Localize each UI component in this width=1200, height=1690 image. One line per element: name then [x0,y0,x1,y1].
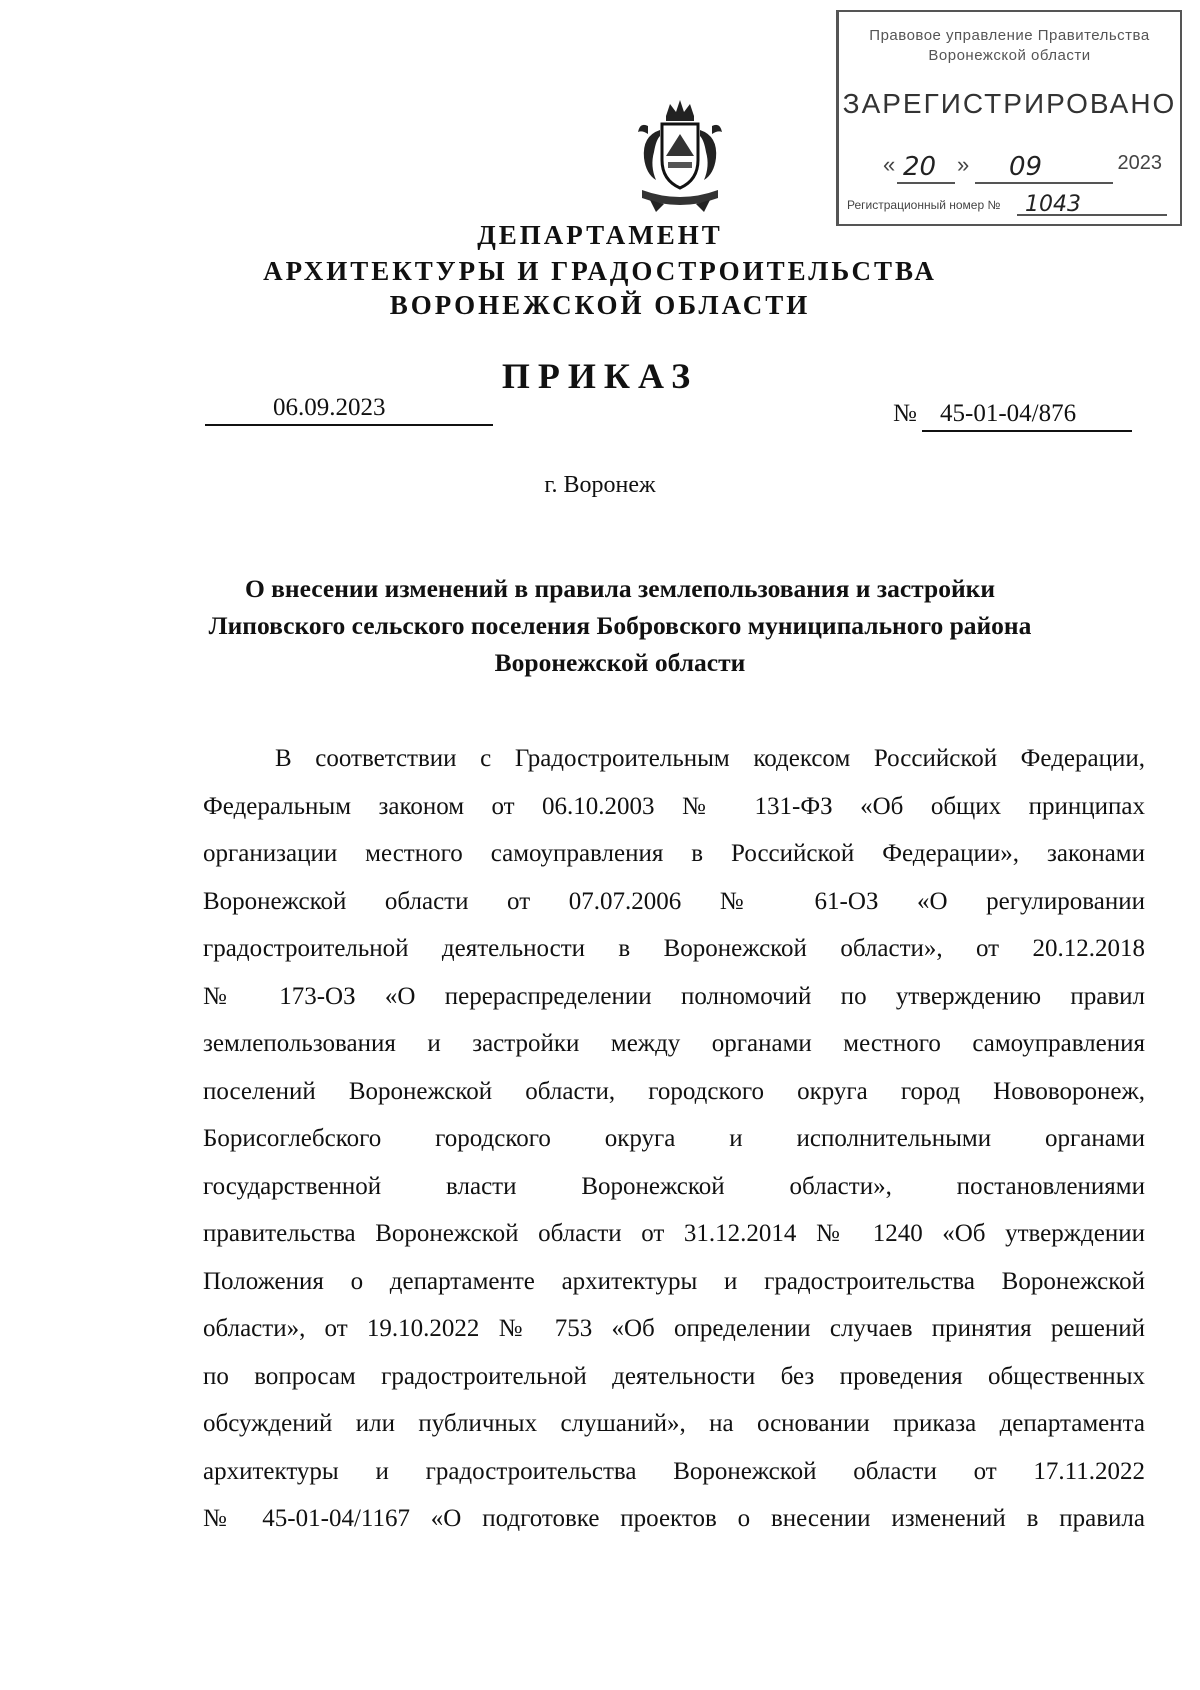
order-number-field [922,400,1132,432]
stamp-reg-row [847,192,1172,220]
order-title [190,570,1050,681]
header-line1: ДЕПАРТАМЕНТ [477,220,723,250]
coat-of-arms-icon [630,100,730,216]
body-line: поселений Воронежской области, городского округа город Нововоронеж, [203,1077,1145,1105]
body-line: государственной власти Воронежской области», постановлениями [203,1172,1145,1200]
body-line: Воронежской области от 07.07.2006 № 61-ОЗ «О регулировании [203,887,1145,915]
stamp-close-quote: » [957,152,970,177]
doc-type-heading: ПРИКАЗ [501,356,699,396]
body-line: Федеральным законом от 06.10.2003 № 131-ФЗ «Об общих принципах [203,792,1145,820]
stamp-day: 20 [903,152,937,182]
stamp-status: ЗАРЕГИСТРИРОВАНО [842,88,1177,119]
body-text [203,735,1145,1543]
body-line: № 45-01-04/1167 «О подготовке проектов о внесении изменений в правила [203,1505,1145,1532]
body-line: Борисоглебского городского округа и исполнительными органами [203,1125,1145,1152]
stamp-year: 2023 [1117,152,1162,174]
stamp-reg-number: 1043 [1025,192,1081,217]
registration-stamp [836,10,1182,226]
body-line: организации местного самоуправления в Российской Федерации», законами [203,840,1145,867]
order-date: 06.09.2023 [273,394,386,421]
title-line2: Липовского сельского поселения Бобровского муниципального района [208,611,1032,640]
order-date-field [205,392,493,426]
title-line3: Воронежской области [494,648,746,677]
body-line: обсуждений или публичных слушаний», на основании приказа департамента [203,1410,1145,1437]
title-line1: О внесении изменений в правила землепользования и застройки [244,574,996,603]
stamp-open-quote: « [883,152,896,177]
body-line: правительства Воронежской области от 31.12.2014 № 1240 «Об утверждении [203,1220,1145,1247]
body-line: архитектуры и градостроительства Воронежской области от 17.11.2022 [203,1457,1145,1485]
stamp-month: 09 [1009,152,1043,182]
order-number: 45-01-04/876 [940,400,1077,427]
stamp-reg-label: Регистрационный номер № [847,198,1001,212]
city: г. Воронеж [544,472,656,498]
body-line: Положения о департаменте архитектуры и градостроительства Воронежской [203,1267,1145,1295]
stamp-date-row [839,152,1180,188]
body-line: В соответствии с Градостроительным кодексом Российской Федерации, [275,745,1145,772]
stamp-org-line1: Правовое управление Правительства [869,27,1150,44]
body-line: градостроительной деятельности в Воронежской области», от 20.12.2018 [203,935,1145,962]
header-line3: ВОРОНЕЖСКОЙ ОБЛАСТИ [389,290,811,320]
body-line: области», от 19.10.2022 № 753 «Об определении случаев принятия решений [203,1315,1145,1342]
body-line: по вопросам градостроительной деятельности без проведения общественных [203,1362,1145,1390]
stamp-org-line2: Воронежской области [928,47,1091,64]
body-line: № 173-ОЗ «О перераспределении полномочий по утверждению правил [203,982,1145,1010]
body-line: землепользования и застройки между органами местного самоуправления [203,1030,1145,1057]
number-sign: № [893,400,917,427]
header-line2: АРХИТЕКТУРЫ И ГРАДОСТРОИТЕЛЬСТВА [263,256,937,286]
